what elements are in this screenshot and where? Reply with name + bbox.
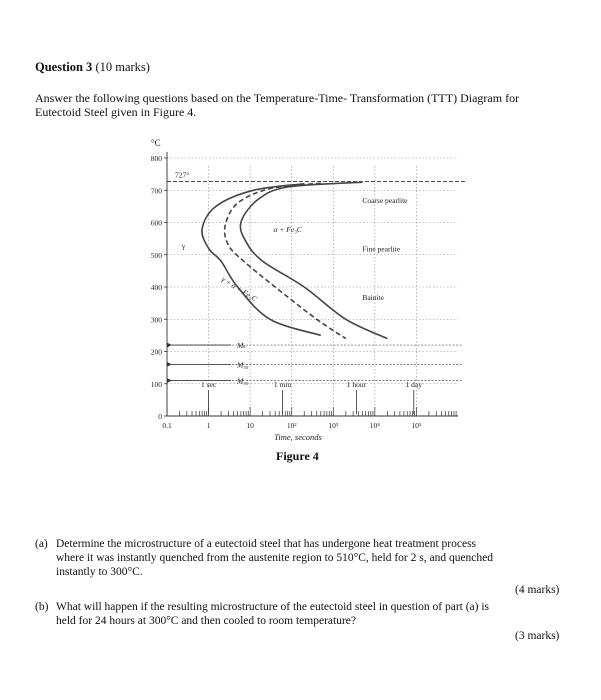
- time-marker-label: 1 day: [405, 380, 423, 389]
- question-label: Question 3: [35, 60, 93, 74]
- part-b-line-2: held for 24 hours at 300°C and then cooled to room temperature?: [56, 615, 356, 627]
- part-a-line-1: Determine the microstructure of a eutectoid steel that has undergone heat treatment process: [56, 538, 477, 550]
- y-tick-label: 500: [150, 250, 162, 260]
- x-tick-label: 0.1: [162, 421, 172, 430]
- series-curve-3: [240, 182, 387, 338]
- x-tick-label: 10⁵: [411, 421, 422, 430]
- martensite-label: M₉₀: [237, 376, 249, 386]
- x-tick-label: 10³: [328, 421, 339, 430]
- chart-labels: [175, 171, 422, 389]
- region-label: Coarse pearlite: [362, 196, 408, 206]
- y-tick-label: 400: [150, 283, 162, 292]
- region-label: γ + α + Fe₃C: [220, 274, 259, 304]
- region-label: Bainite: [362, 292, 385, 302]
- part-a-marks: (4 marks): [515, 584, 560, 596]
- region-label: γ: [181, 241, 186, 251]
- question-title: [35, 60, 150, 75]
- x-tick-label: 10: [246, 421, 254, 430]
- time-marker-label: 1 min: [273, 380, 292, 389]
- y-tick-label: 700: [150, 186, 162, 196]
- intro-line-1: Answer the following questions based on the Temperature-Time- Transformation (TTT) Diagram for: [35, 91, 520, 105]
- y-tick-label: 800: [150, 154, 162, 163]
- martensite-label: Mₛ: [237, 341, 246, 351]
- part-b: [35, 600, 575, 630]
- x-tick-label: 1: [206, 421, 211, 430]
- ttt-diagram: [130, 136, 470, 448]
- part-a-line-3: instantly to 300°C.: [56, 566, 143, 578]
- x-axis-label: Time, seconds: [274, 432, 322, 442]
- region-label: Fine pearlite: [362, 244, 401, 254]
- part-b-label: (b): [35, 601, 49, 613]
- y-tick-label: 200: [150, 347, 162, 357]
- y-tick-label: 0: [158, 412, 162, 421]
- y-tick-label: 600: [150, 218, 162, 228]
- series-curve-2: [225, 183, 346, 338]
- chart-grid: [167, 158, 466, 416]
- time-marker-label: 1 hour: [346, 380, 367, 389]
- intro-line-2: Eutectoid Steel given in Figure 4.: [35, 105, 197, 119]
- x-tick-label: 10⁴: [369, 421, 380, 430]
- question-marks: (10 marks): [95, 60, 150, 74]
- question-intro: [35, 91, 575, 119]
- eutectoid-label: 727°: [175, 170, 190, 180]
- part-a: [35, 537, 575, 587]
- figure-caption: Figure 4: [276, 449, 319, 463]
- part-a-line-2: where it was instantly quenched from the austenite region to 510°C, held for 2 s, and quenched: [56, 552, 494, 564]
- martensite-label: M₅₀: [237, 360, 249, 370]
- y-tick-label: 100: [150, 379, 162, 389]
- part-a-label: (a): [35, 538, 48, 550]
- time-marker-label: 1 sec: [200, 380, 217, 389]
- y-axis-label: °C: [151, 138, 161, 148]
- region-label: α + Fe₃C: [273, 225, 302, 235]
- y-tick-label: 300: [150, 315, 162, 325]
- part-b-line-1: What will happen if the resulting microstructure of the eutectoid steel in question of part (a) is: [56, 601, 490, 613]
- x-tick-label: 10²: [286, 421, 297, 430]
- part-b-marks: (3 marks): [515, 630, 560, 642]
